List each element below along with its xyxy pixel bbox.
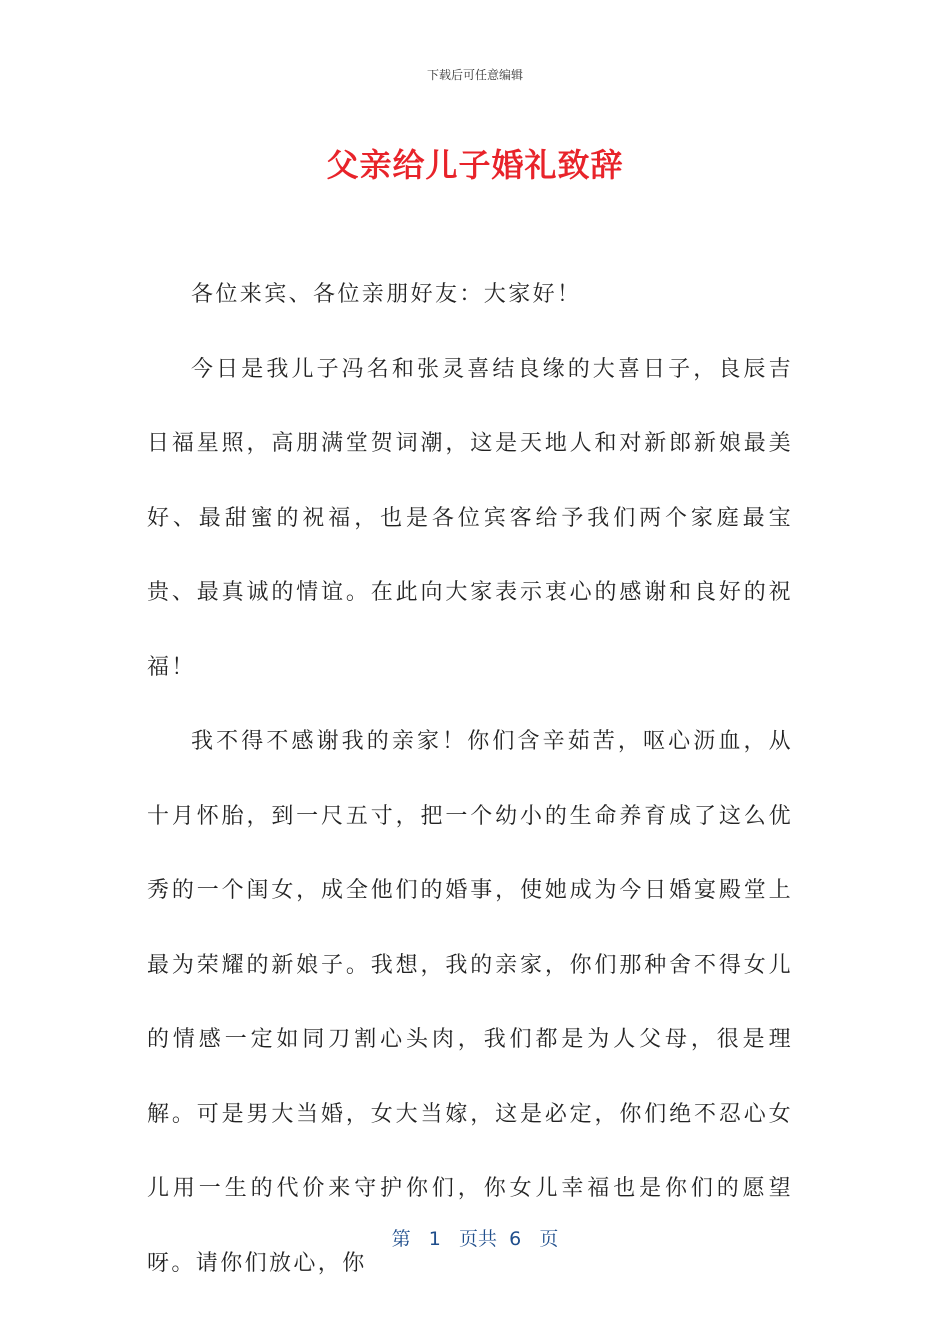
paragraph-blessing: 今日是我儿子冯名和张灵喜结良缘的大喜日子，良辰吉日福星照，高朋满堂贺词潮，这是天地人和对新郎新娘最美好、最甜蜜的祝福，也是各位宾客给予我们两个家庭最宝贵、最真诚的情谊。在此向大家表示衷心的感谢和良好的祝福！ [147, 356, 793, 680]
document-body [147, 258, 793, 1301]
page-suffix: 页 [539, 1228, 559, 1250]
current-page-number: 1 [428, 1228, 441, 1250]
header-note: 下载后可任意编辑 [426, 68, 523, 82]
page-footer [0, 1224, 950, 1251]
total-pages-number: 6 [509, 1228, 522, 1250]
page-middle: 页共 [459, 1228, 498, 1250]
page-prefix: 第 [391, 1228, 411, 1250]
document-title: 父亲给儿子婚礼致辞 [326, 146, 624, 184]
paragraph-thanks-inlaws: 我不得不感谢我的亲家！你们含辛茹苦，呕心沥血，从十月怀胎，到一尺五寸，把一个幼小的生命养育成了这么优秀的一个闺女，成全他们的婚事，使她成为今日婚宴殿堂上最为荣耀的新娘子。我想，我的亲家，你们那种舍不得女儿的情感一定如同刀割心头肉，我们都是为人父母，很是理解。可是男大当婚，女大当嫁，这是必定，你们绝不忍心女儿用一生的代价来守护你们，你女儿幸福也是你们的愿望呀。请你们放心，你 [147, 729, 793, 1276]
paragraph-greeting: 各位来宾、各位亲朋好友：大家好！ [191, 282, 582, 307]
